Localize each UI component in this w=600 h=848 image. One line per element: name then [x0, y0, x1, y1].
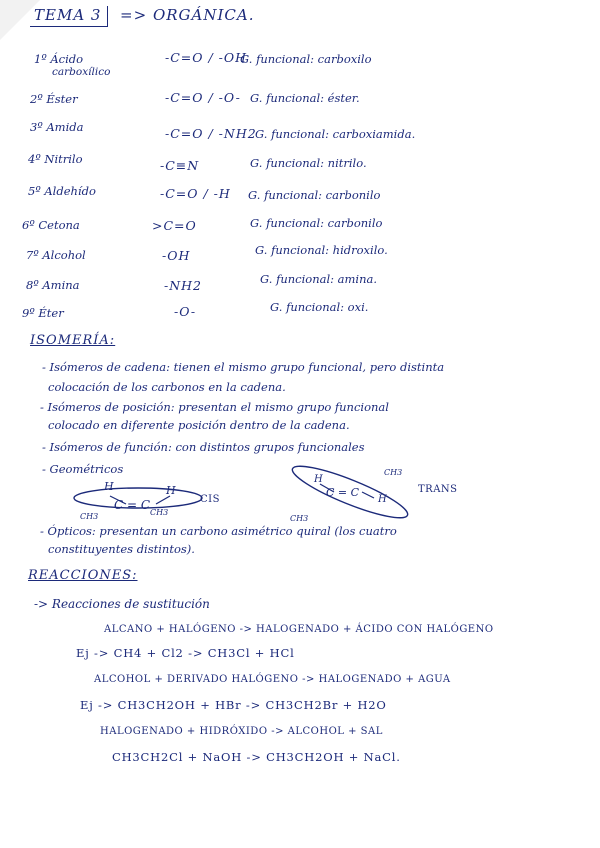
group-name: 4º Nitrilo: [28, 152, 83, 166]
sustitucion-heading: -> Reacciones de sustitución: [34, 597, 210, 611]
group-name: 3º Amida: [30, 120, 84, 134]
group-desc: G. funcional: amina.: [260, 272, 378, 286]
group-name-2: carboxílico: [52, 66, 111, 78]
trans-h2: H: [378, 494, 387, 505]
trans-ch3-bottom: CH3: [290, 514, 309, 523]
tema-label: TEMA 3: [30, 6, 108, 27]
group-desc: G. funcional: carbonilo: [250, 216, 383, 230]
group-formula: -OH: [162, 248, 191, 263]
group-name: 8º Amina: [26, 278, 80, 292]
note-line: colocado en diferente posición dentro de la cadena.: [48, 418, 350, 432]
group-name: 9º Éter: [22, 306, 64, 320]
trans-double-bond: C = C: [326, 486, 360, 499]
group-desc: G. funcional: hidroxilo.: [255, 243, 388, 257]
group-desc: G. funcional: nitrilo.: [250, 156, 367, 170]
note-line: - Isómeros de función: con distintos grupos funcionales: [42, 440, 365, 454]
group-name: 5º Aldehído: [28, 184, 96, 198]
cis-h2: H: [166, 484, 176, 497]
note-line: - Isómeros de cadena: tienen el mismo grupo funcional, pero distinta: [42, 360, 445, 374]
page-title: [30, 6, 254, 24]
group-desc: G. funcional: carboxiamida.: [255, 127, 416, 141]
trans-h1: H: [314, 474, 323, 485]
reaction-line: Ej -> CH4 + Cl2 -> CH3Cl + HCl: [76, 646, 295, 660]
cis-ch3-right: CH3: [150, 508, 169, 517]
group-formula: -C=O / -O-: [165, 90, 241, 105]
group-name: 6º Cetona: [22, 218, 80, 232]
reacciones-heading: REACCIONES:: [28, 568, 138, 583]
cis-double-bond: C = C: [114, 498, 151, 512]
optical-line-2: constituyentes distintos).: [48, 542, 195, 556]
group-formula: -C=O / -H: [160, 186, 231, 201]
cis-h1: H: [104, 480, 114, 493]
trans-label: TRANS: [418, 484, 458, 495]
note-line: colocación de los carbonos en la cadena.: [48, 380, 286, 394]
cis-ch3-left: CH3: [80, 512, 99, 521]
reaction-line: CH3CH2Cl + NaOH -> CH3CH2OH + NaCl.: [112, 750, 401, 764]
reaction-line: ALCOHOL + DERIVADO HALÓGENO -> HALOGENADO + AGUA: [94, 674, 451, 685]
group-formula: -NH2: [164, 278, 203, 293]
title-arrow: =>: [120, 6, 148, 24]
isomeria-heading: ISOMERÍA:: [30, 333, 116, 348]
optical-line-1: - Ópticos: presentan un carbono asimétrico quiral (los cuatro: [40, 524, 397, 538]
group-formula: -C≡N: [160, 158, 200, 173]
reaction-line: Ej -> CH3CH2OH + HBr -> CH3CH2Br + H2O: [80, 698, 387, 712]
group-name: 2º Éster: [30, 92, 78, 106]
group-name: 7º Alcohol: [26, 248, 86, 262]
group-desc: G. funcional: oxi.: [270, 300, 369, 314]
group-desc: G. funcional: carboxilo: [240, 52, 372, 66]
cis-label: CIS: [200, 494, 220, 505]
group-formula: -C=O / -OH: [165, 50, 248, 65]
group-formula: >C=O: [152, 218, 197, 233]
trans-ch3-top: CH3: [384, 468, 403, 477]
note-line: - Geométricos: [42, 462, 124, 476]
group-desc: G. funcional: éster.: [250, 91, 360, 105]
group-name: 1º Ácido: [34, 52, 84, 66]
group-formula: -C=O / -NH2: [165, 126, 257, 141]
note-line: - Isómeros de posición: presentan el mismo grupo funcional: [40, 400, 389, 414]
group-formula: -O-: [174, 304, 197, 319]
reaction-line: HALOGENADO + HIDRÓXIDO -> ALCOHOL + SAL: [100, 726, 383, 737]
group-desc: G. funcional: carbonilo: [248, 188, 381, 202]
subject-label: ORGÁNICA.: [152, 6, 255, 24]
reaction-line: ALCANO + HALÓGENO -> HALOGENADO + ÁCIDO CON HALÓGENO: [104, 624, 494, 635]
